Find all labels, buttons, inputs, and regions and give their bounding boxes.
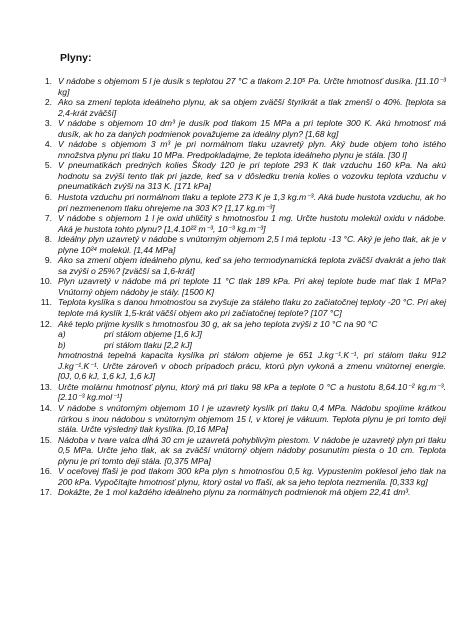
problem-number: 2.	[44, 97, 52, 108]
problem-number: 3.	[44, 118, 52, 129]
problem-item	[36, 255, 446, 276]
problem-item	[36, 319, 446, 382]
problem-item	[36, 192, 446, 213]
problem-statement: Ako sa zmení teplota ideálneho plynu, ak sa objem zväčší štyrikrát a tlak zmenší o 40%. [teplota sa 2,4-krát zväčší]	[58, 97, 446, 118]
problem-item	[36, 97, 446, 118]
problem-text	[58, 234, 446, 255]
problem-number: 6.	[44, 192, 52, 203]
problem-number: 5.	[44, 160, 52, 171]
problem-text	[58, 213, 446, 234]
problem-list	[36, 76, 446, 498]
problem-item	[36, 297, 446, 318]
problem-number: 9.	[44, 255, 52, 266]
problem-text	[58, 255, 446, 276]
problem-text	[58, 192, 446, 213]
problem-statement: Aké teplo prijme kyslík s hmotnosťou 30 g, ak sa jeho teplota zvýši z 10 °C na 90 °C	[58, 318, 378, 329]
problem-text	[58, 139, 446, 160]
sub-question-label: b)	[58, 339, 66, 350]
problem-number: 4.	[44, 139, 52, 150]
problem-statement-continued: hmotnostná tepelná kapacita kyslíka pri stálom objeme je 651 J.kg⁻¹.K⁻¹, pri stálom tlaku 912 J.kg⁻¹.K⁻¹. Určte zároveň v oboch prípadoch prácu, ktorú plyn vykoná a zmenu vnútornej energie. [0J, 0,6 kJ, 1,6 kJ, 1,6 kJ]	[58, 350, 446, 382]
problem-statement: V nádobe s objemom 1 l je oxid uhličitý s hmotnosťou 1 mg. Určte hustotu molekúl oxidu v nádobe. Aká je hustota tohto plynu? [1,4.10²² m⁻³, 10⁻³ kg.m⁻³]	[58, 213, 446, 234]
problem-number: 11.	[40, 297, 52, 308]
problem-number: 16.	[40, 466, 52, 477]
problem-item	[36, 234, 446, 255]
problem-item	[36, 118, 446, 139]
sub-question-text: pri stálom objeme [1,6 kJ]	[104, 329, 202, 340]
problem-statement: Teplota kyslíka s danou hmotnosťou sa zvyšuje za stáleho tlaku zo začiatočnej teploty -20 °C. Pri akej teplote má kyslík 1,5-krát väčší objem ako pri začiatočnej teplote? [107 °C]	[58, 297, 446, 319]
problem-statement: V nádobe s vnútorným objemom 10 l je uzavretý kyslík pri tlaku 0,4 MPa. Nádobu spojíme krátkou rúrkou s inou nádobou s vnútorným objemom 15 l, v ktorej je vákuum. Teplota plynu je pri tomto deji stála. Určte výsledný tlak kyslíka. [0,16 MPa]	[58, 402, 446, 435]
problem-text	[58, 319, 446, 382]
problem-number: 1.	[44, 76, 52, 86]
problem-statement: Ideálny plyn uzavretý v nádobe s vnútorným objemom 2,5 l má teplotu -13 °C. Aký je jeho tlak, ak je v plyne 10²⁴ molekúl. [1,44 MPa]	[58, 234, 446, 255]
problem-item	[36, 76, 446, 97]
problem-number: 7.	[44, 213, 52, 224]
problem-statement: V nádobe s objemom 3 m³ je pri normálnom tlaku uzavretý plyn. Aký bude objem toho istého množstva plynu pri tlaku 10 MPa. Predpokladajme, že teplota ideálneho plynu je stála. [30 l]	[58, 139, 446, 160]
problem-number: 12.	[40, 318, 52, 329]
problem-statement: Dokážte, že 1 mol každého ideálneho plynu za normálnych podmienok má objem 22,41 dm³.	[58, 487, 411, 498]
problem-number: 8.	[44, 234, 52, 245]
problem-number: 15.	[40, 434, 52, 445]
problem-text	[58, 487, 446, 498]
problem-item	[36, 213, 446, 234]
problem-text	[58, 466, 446, 487]
problem-item	[36, 487, 446, 498]
problem-item	[36, 139, 446, 160]
problem-item	[36, 382, 446, 403]
problem-item	[36, 276, 446, 297]
sub-question	[58, 329, 446, 340]
problem-statement: V oceľovej fľaši je pod tlakom 300 kPa plyn s hmotnosťou 0,5 kg. Vypustením poklesol jeho tlak na 200 kPa. Vypočítajte hmotnosť plynu, ktorý ostal vo fľaši, ak sa jeho teplota nezmenila. [0,333 kg]	[58, 466, 446, 487]
sub-question-text: pri stálom tlaku [2,2 kJ]	[104, 339, 192, 350]
problem-text	[58, 297, 446, 318]
page-title: Plyny:	[60, 52, 92, 64]
problem-text	[58, 435, 446, 467]
sub-question-label: a)	[58, 329, 66, 340]
problem-number: 10.	[40, 276, 52, 287]
problem-statement: Určte molárnu hmotnosť plynu, ktorý má pri tlaku 98 kPa a teplote 0 °C a hustotu 8,64.10⁻² kg.m⁻³. [2.10⁻³ kg.mol⁻¹]	[58, 381, 446, 403]
problem-statement: V nádobe s objemom 10 dm³ je dusík pod tlakom 15 MPa a pri teplote 300 K. Akú hmotnosť má dusík, ak ho za daných podmienok považujeme za ideálny plyn? [1,68 kg]	[58, 118, 446, 139]
problem-statement: V pneumatikách predných kolies Škody 120 je pri teplote 293 K tlak vzduchu 160 kPa. Na akú hodnotu sa zvýši tento tlak pri jazde, keď sa v dôsledku trenia kolies o vozovku teplota vzduchu v pneumatikách zvýši na 313 K. [171 kPa]	[58, 160, 446, 192]
problem-text	[58, 382, 446, 403]
problem-item	[36, 403, 446, 435]
problem-text	[58, 403, 446, 435]
problem-text	[58, 118, 446, 139]
problem-text	[58, 97, 446, 118]
problem-item	[36, 160, 446, 192]
problem-text	[58, 276, 446, 297]
problem-item	[36, 435, 446, 467]
problem-number: 17.	[40, 487, 52, 498]
problem-text	[58, 76, 446, 97]
problem-statement: Hustota vzduchu pri normálnom tlaku a teplote 273 K je 1,3 kg.m⁻³. Aká bude hustota vzduchu, ak ho pri nezmenenom tlaku ohrejeme na 303 K? [1,17 kg.m⁻³]	[58, 192, 446, 213]
problem-text	[58, 160, 446, 192]
problem-statement: Plyn uzavretý v nádobe má pri teplote 11 °C tlak 189 kPa. Pri akej teplote bude mať tlak 1 MPa? Vnútorný objem nádoby je stály. [1500 K]	[58, 276, 446, 297]
problem-statement: Ako sa zmení objem ideálneho plynu, keď sa jeho termodynamická teplota zväčší dvakrát a jeho tlak sa zvýši o 25%? [zväčší sa 1,6-krát]	[58, 255, 446, 276]
sub-question	[58, 340, 446, 351]
problem-number: 14.	[40, 402, 52, 413]
problem-statement: Nádoba v tvare valca dĺhá 30 cm je uzavretá pohyblivým piestom. V nádobe je uzavretý plyn pri tlaku 0,5 MPa. Určte jeho tlak, ak sa zväčší vnútorný objem nádoby posunutím piesta o 10 cm. Teplota plynu je pri tomto deji stála. [0,375 MPa]	[58, 434, 446, 466]
problem-statement: V nádobe s objemom 5 l je dusík s teplotou 27 °C a tlakom 2.10⁵ Pa. Určte hmotnosť dusíka. [11.10⁻³ kg]	[58, 76, 446, 97]
problem-item	[36, 466, 446, 487]
problem-number: 13.	[40, 381, 52, 392]
